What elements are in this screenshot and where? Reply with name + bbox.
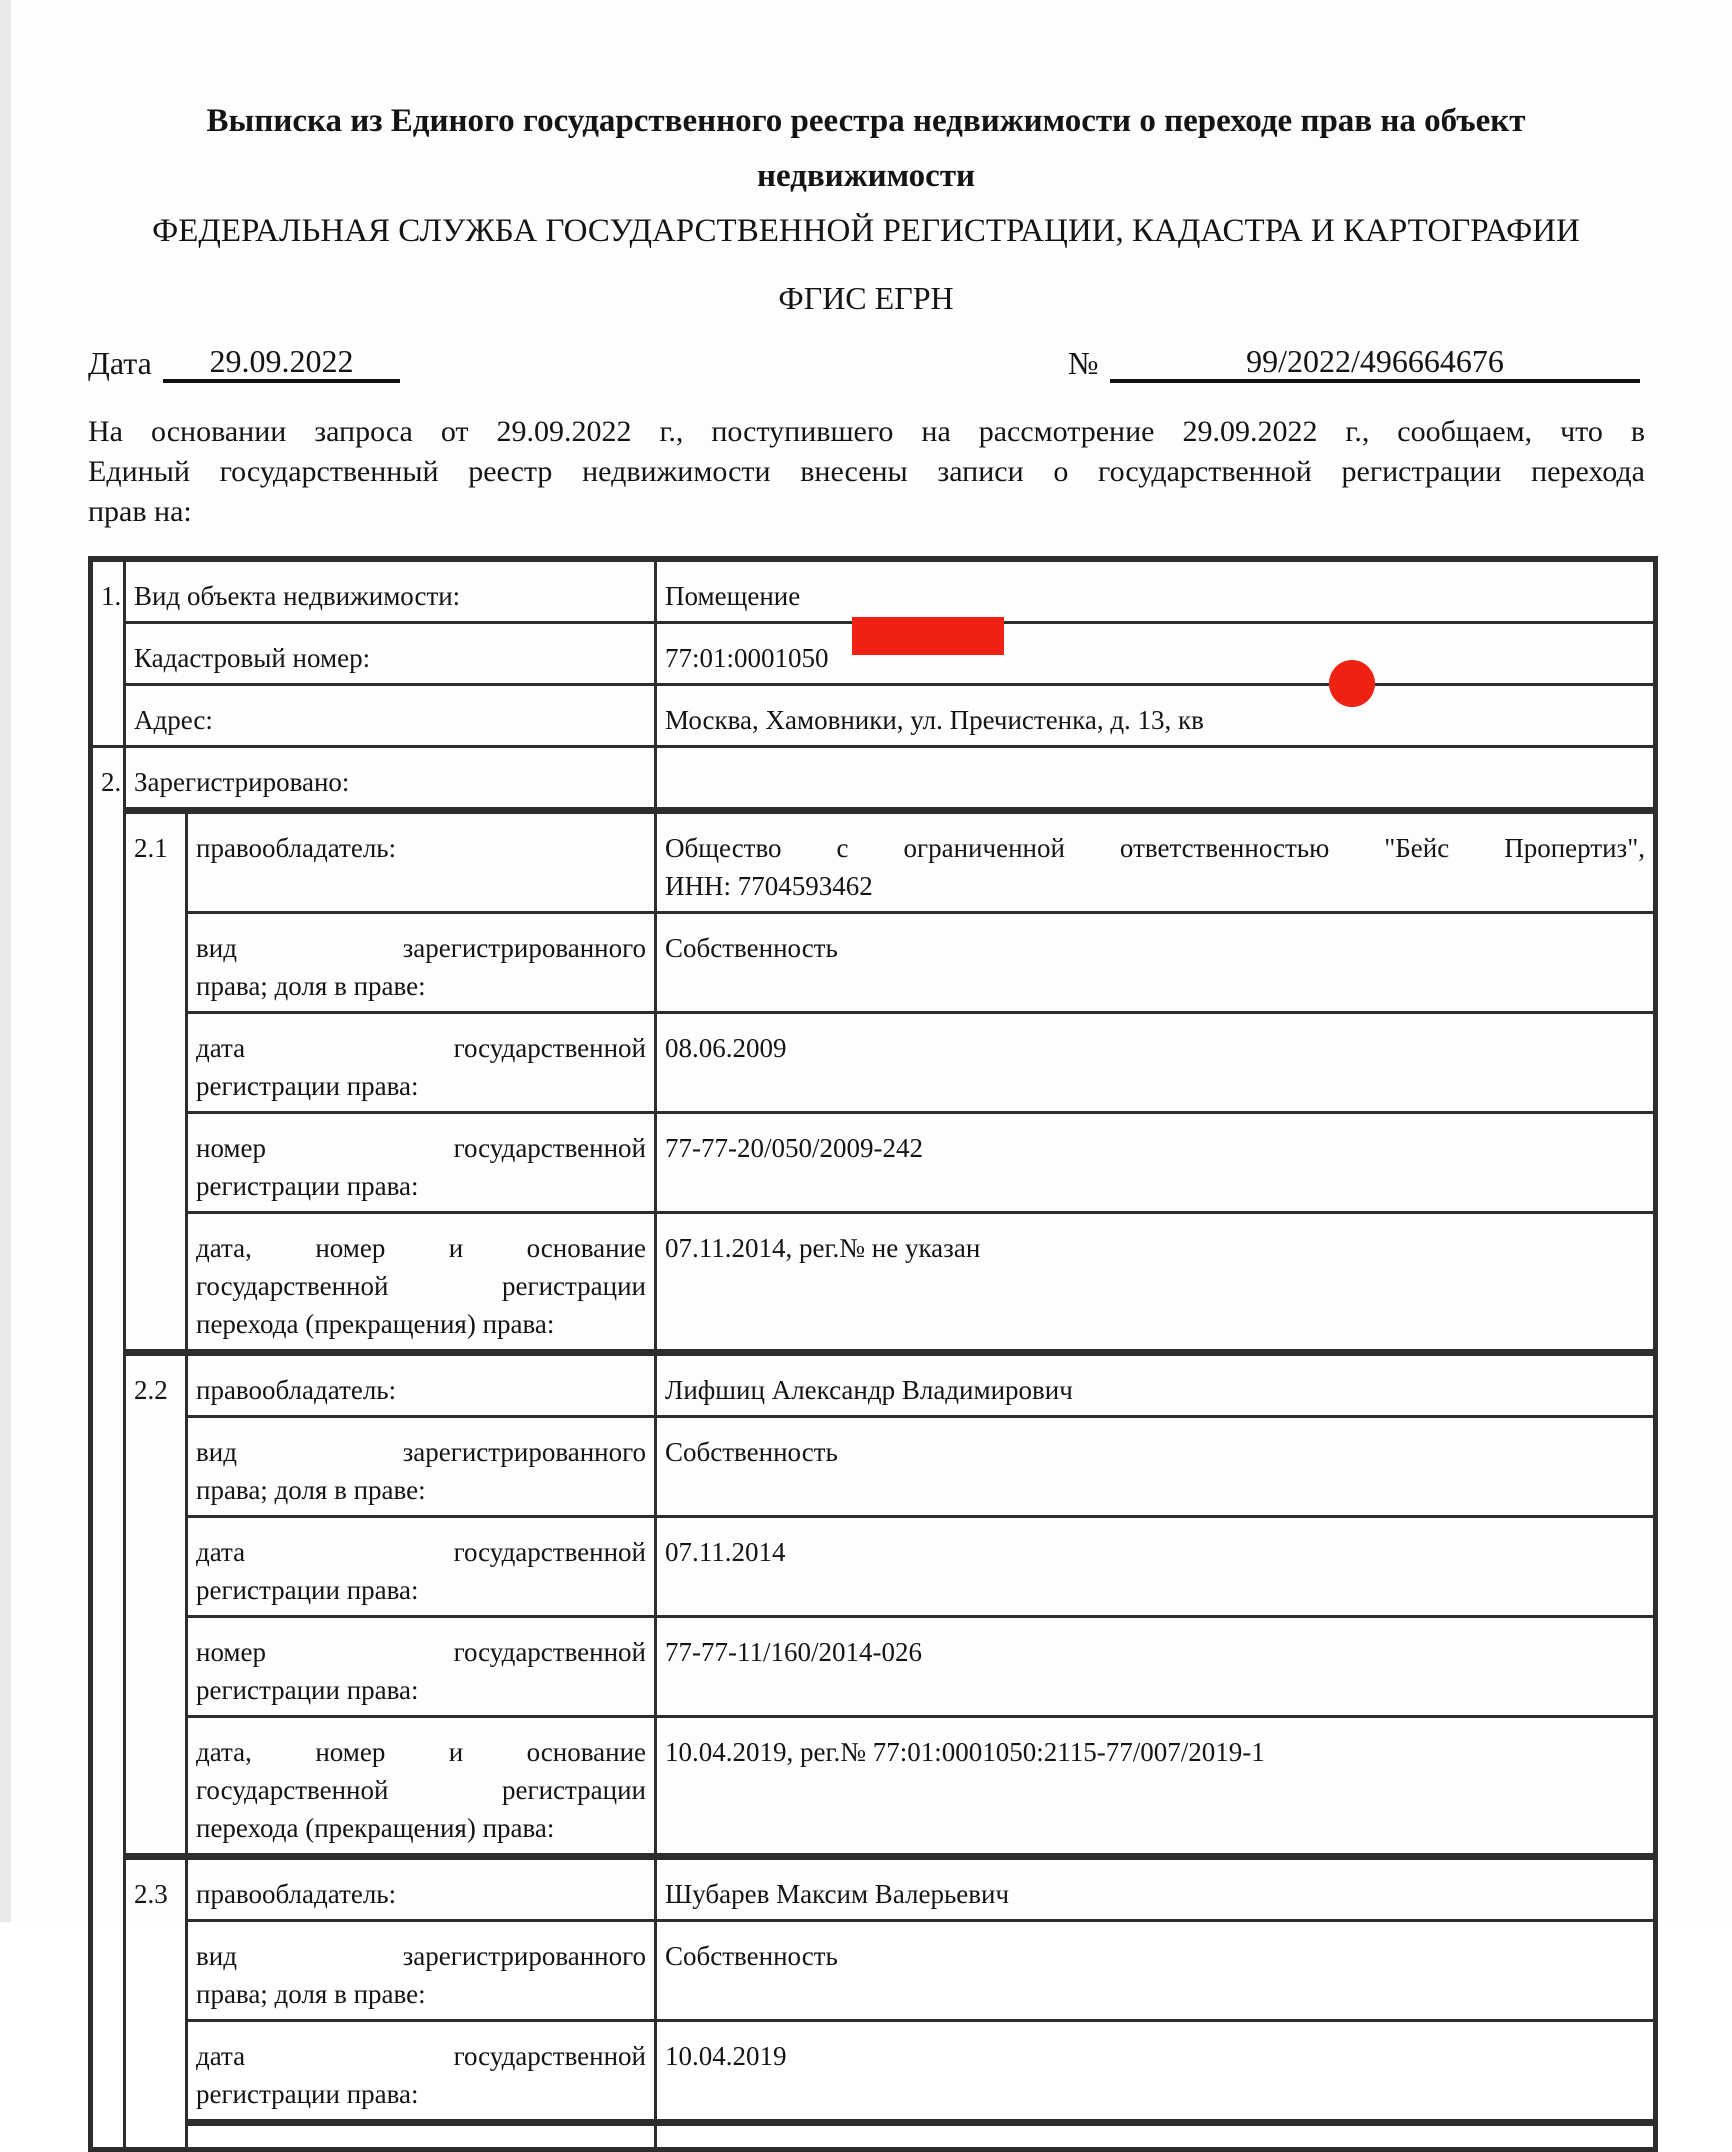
row-label-line: Адрес: [134,705,213,735]
row-value-line: 07.11.2014 [665,1537,786,1567]
doc-title-line1: Выписка из Единого государственного реестра недвижимости о переходе прав на объект [206,103,1526,139]
table-row [91,1921,1656,2021]
row-label-line: государственной регистрации [196,1271,647,1301]
row-value [656,623,1656,685]
row-value [656,811,1656,913]
row-value-line: Лифшиц Александр Владимирович [665,1375,1073,1405]
rights-table [88,556,1658,2152]
table-row [91,1113,1656,1213]
table-row [91,1013,1656,1113]
row-value [656,1921,1656,2021]
table-row [91,1417,1656,1517]
row-label-line: государственной регистрации [196,1775,647,1805]
row-value-line: Москва, Хамовники, ул. Пречистенка, д. 13, кв [665,705,1204,735]
redaction-box-cadastral [852,617,1004,655]
row-value-line: 07.11.2014, рег.№ не указан [665,1233,981,1263]
row-label [187,1353,656,1417]
row-label-line: правообладатель: [196,833,397,863]
table-row [91,747,1656,811]
intro-paragraph [88,412,1645,532]
row-value [656,1517,1656,1617]
row-value [656,1353,1656,1417]
row-value [656,685,1656,747]
row-value-line: 10.04.2019 [665,2041,787,2071]
row-number: 1. [91,559,125,747]
row-label-line: номер государственной [196,1133,647,1163]
rights-table-body [91,559,1656,2150]
row-value [656,559,1656,623]
row-label [187,811,656,913]
row-value [656,1857,1656,1921]
row-value [656,1213,1656,1353]
row-label-line: дата государственной [196,2041,647,2071]
row-value-line: Общество с ограниченной ответственностью "Бейс Пропертиз", [665,833,1645,863]
row-value-line: Шубарев Максим Валерьевич [665,1879,1010,1909]
redaction-circle-apartment [1329,660,1375,707]
table-row [91,1857,1656,1921]
row-value-line: Помещение [665,581,801,611]
row-value-line: Собственность [665,1437,838,1467]
row-label-line: Зарегистрировано: [134,767,350,797]
doc-title [0,94,1732,204]
agency-title: ФЕДЕРАЛЬНАЯ СЛУЖБА ГОСУДАРСТВЕННОЙ РЕГИСТРАЦИИ, КАДАСТРА И КАРТОГРАФИИ [152,213,1580,249]
row-value-line: 77-77-11/160/2014-026 [665,1637,922,1667]
table-row [91,1617,1656,1717]
row-label-line: регистрации права: [196,2079,419,2109]
system-title: ФГИС ЕГРН [778,280,954,316]
table-row [91,2123,1656,2150]
row-label-line: вид зарегистрированного [196,1941,647,1971]
row-label-line: права; доля в праве: [196,1979,426,2009]
row-label-line: правообладатель: [196,1375,397,1405]
row-label-line: регистрации права: [196,1675,419,1705]
intro-line: На основании запроса от 29.09.2022 г., поступившего на рассмотрение 29.09.2022 г., сообщаем, что в [88,415,1645,448]
row-number: 2. [91,747,125,2150]
row-label-line: права; доля в праве: [196,971,426,1001]
doc-title-line2: недвижимости [756,158,976,194]
row-label [187,1113,656,1213]
row-value [656,747,1656,811]
number-label: № [1068,345,1099,381]
row-value [656,1013,1656,1113]
intro-line: Единый государственный реестр недвижимости внесены записи о государственной регистрации перехода [88,455,1645,488]
row-label-line: вид зарегистрированного [196,933,647,963]
table-row [91,2021,1656,2123]
table-row [91,1353,1656,1417]
row-label [187,1417,656,1517]
table-row [91,913,1656,1013]
row-subnumber: 2.3 [125,1857,187,2150]
number-value: 99/2022/496664676 [1246,343,1504,379]
row-label [187,2021,656,2123]
row-value [656,2021,1656,2123]
row-label [187,1857,656,1921]
row-value-line: ИНН: 7704593462 [665,871,873,901]
row-label [125,559,656,623]
row-value [656,2123,1656,2150]
row-label [187,1617,656,1717]
intro-line: прав на: [88,495,192,528]
row-label [187,1517,656,1617]
row-label-line: номер государственной [196,1637,647,1667]
table-row [91,1717,1656,1857]
row-value-line: Собственность [665,933,838,963]
row-label-line: вид зарегистрированного [196,1437,647,1467]
row-subnumber: 2.2 [125,1353,187,1857]
date-label: Дата [88,345,152,381]
row-value-line: Собственность [665,1941,838,1971]
row-label-line: регистрации права: [196,1071,419,1101]
row-subnumber: 2.1 [125,811,187,1353]
row-value-line: 77:01:0001050 [665,643,829,673]
row-label-line: дата, номер и основание [196,1233,647,1263]
row-value [656,913,1656,1013]
table-row [91,1213,1656,1353]
row-label [125,747,656,811]
table-row [91,811,1656,913]
row-label [187,1013,656,1113]
row-label-line: дата государственной [196,1033,647,1063]
table-row [91,685,1656,747]
row-label-line: дата, номер и основание [196,1737,647,1767]
row-value-line: 10.04.2019, рег.№ 77:01:0001050:2115-77/007/2019-1 [665,1737,1265,1767]
row-value [656,1417,1656,1517]
row-label-line: Вид объекта недвижимости: [134,581,461,611]
row-label-line: регистрации права: [196,1575,419,1605]
row-label [187,1213,656,1353]
row-label [125,623,656,685]
row-label-line: перехода (прекращения) права: [196,1309,555,1339]
row-label-line: права; доля в праве: [196,1475,426,1505]
row-label [187,913,656,1013]
row-label [187,2123,656,2150]
row-label [125,685,656,747]
row-label-line: дата государственной [196,1537,647,1567]
row-value-line: 77-77-20/050/2009-242 [665,1133,923,1163]
row-label [187,1717,656,1857]
row-value [656,1113,1656,1213]
row-label-line: перехода (прекращения) права: [196,1813,555,1843]
table-row [91,1517,1656,1617]
table-row [91,559,1656,623]
row-label [187,1921,656,2021]
date-value: 29.09.2022 [209,343,354,379]
row-label-line: регистрации права: [196,1171,419,1201]
row-value [656,1717,1656,1857]
number-underline [1110,379,1640,383]
row-label-line: Кадастровый номер: [134,643,371,673]
row-label-line: правообладатель: [196,1879,397,1909]
date-underline [163,379,400,383]
row-value [656,1617,1656,1717]
row-value-line: 08.06.2009 [665,1033,787,1063]
